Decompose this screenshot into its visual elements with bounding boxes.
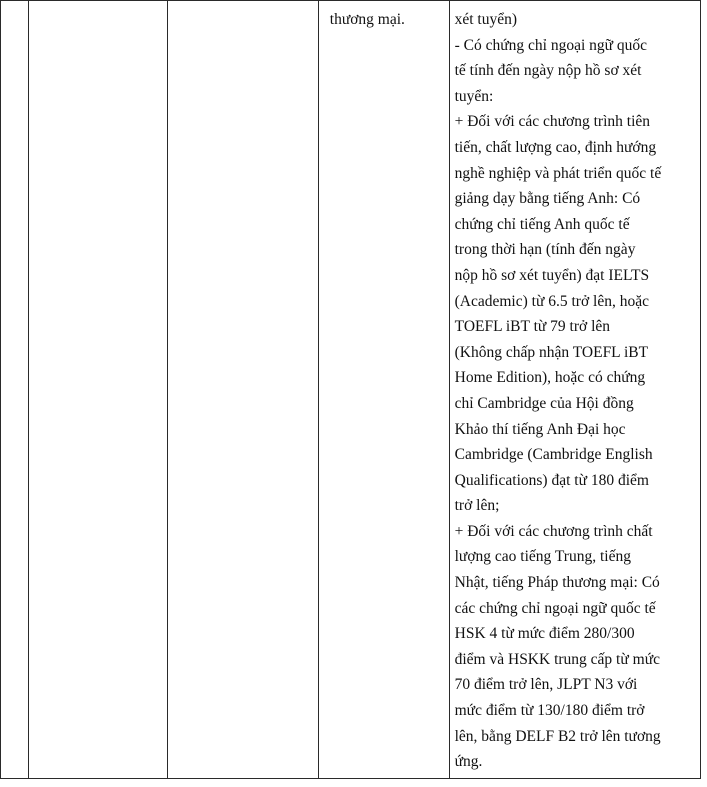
text-line: (Không chấp nhận TOEFL iBT [454, 343, 649, 361]
text-line: xét tuyển) [454, 11, 518, 28]
text-line: lượng cao tiếng Trung, tiếng [454, 548, 631, 566]
text-line: Khảo thí tiếng Anh Đại học [454, 420, 626, 438]
text-line: điểm và HSKK trung cấp từ mức [454, 650, 660, 668]
text-line: tuyển: [454, 87, 494, 105]
table-row [1, 1, 701, 779]
text-line: (Academic) từ 6.5 trở lên, hoặc [454, 292, 649, 310]
text-line: tiến, chất lượng cao, định hướng [454, 138, 657, 156]
text-line: TOEFL iBT từ 79 trở lên [454, 318, 611, 336]
text-line: nghề nghiệp và phát triển quốc tế [454, 164, 662, 182]
text-line: - Có chứng chỉ ngoại ngữ quốc [454, 36, 648, 54]
text-line: mức điểm từ 130/180 điểm trở [454, 702, 645, 720]
text-line: trong thời hạn (tính đến ngày [454, 241, 636, 259]
text-line: tế tính đến ngày nộp hồ sơ xét [454, 62, 642, 80]
table-cell-col2 [29, 1, 168, 779]
text-line: thương mại. [329, 11, 405, 28]
text-line: chứng chỉ tiếng Anh quốc tế [454, 215, 630, 233]
text-line: trở lên; [454, 497, 500, 515]
program-text [319, 1, 449, 33]
text-line: HSK 4 từ mức điểm 280/300 [454, 625, 635, 643]
text-line: nộp hồ sơ xét tuyển) đạt IELTS [454, 266, 650, 284]
text-line: 70 điểm trở lên, JLPT N3 với [454, 676, 638, 694]
text-line: Home Edition), hoặc có chứng [454, 369, 646, 387]
text-line: Cambridge (Cambridge English [454, 446, 653, 464]
table-cell-program [318, 1, 449, 779]
text-line: các chứng chỉ ngoại ngữ quốc tế [454, 599, 656, 617]
text-line: ứng. [454, 753, 483, 771]
text-line: + Đối với các chương trình chất [454, 522, 653, 540]
table-cell-col3 [168, 1, 319, 779]
requirements-text [450, 1, 700, 775]
table-cell-index [1, 1, 29, 779]
text-line: chỉ Cambridge của Hội đồng [454, 394, 634, 412]
text-line: giảng dạy bằng tiếng Anh: Có [454, 190, 641, 208]
text-line: Qualifications) đạt từ 180 điểm [454, 471, 649, 489]
table-cell-requirements [449, 1, 700, 779]
text-line: Nhật, tiếng Pháp thương mại: Có [454, 574, 660, 592]
text-line: + Đối với các chương trình tiên [454, 113, 651, 131]
text-line: lên, bằng DELF B2 trở lên tương [454, 727, 661, 745]
